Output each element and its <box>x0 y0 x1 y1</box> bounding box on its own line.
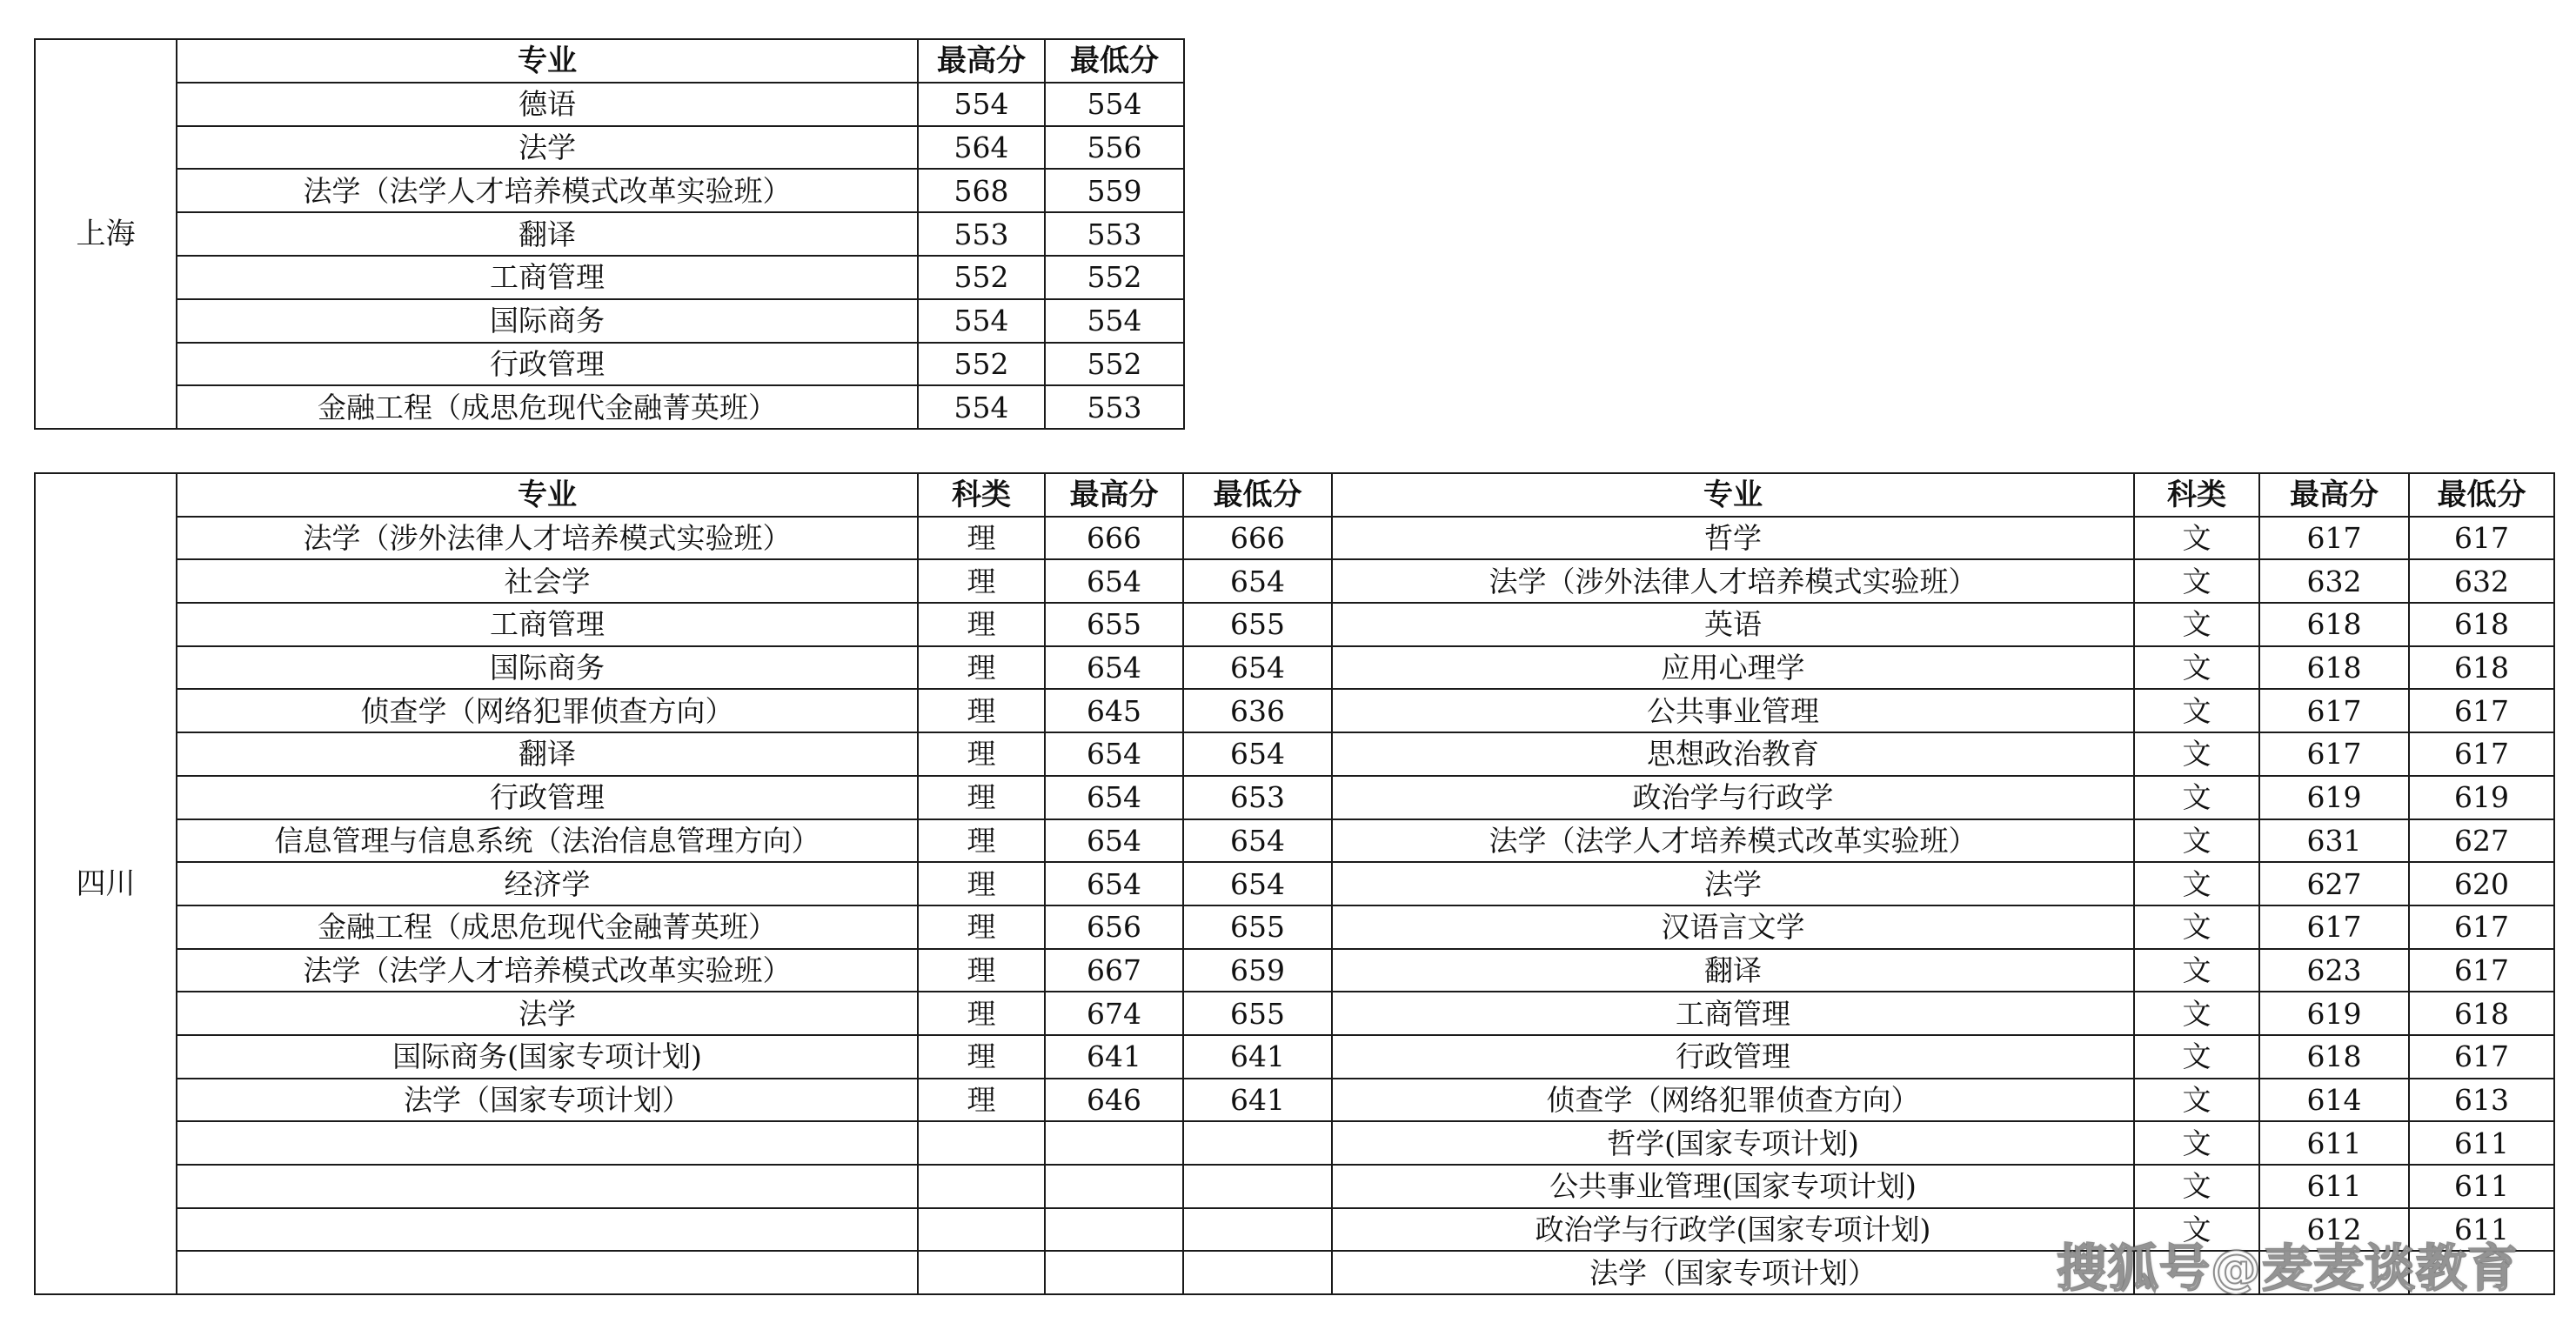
table-cell: 文 <box>2134 1121 2259 1165</box>
table-row <box>35 1035 2554 1079</box>
table-cell: 617 <box>2409 949 2554 992</box>
table-row <box>35 385 1184 429</box>
table-cell: 侦查学（网络犯罪侦查方向） <box>177 689 918 732</box>
table-cell: 文 <box>2134 1208 2259 1252</box>
table-cell: 619 <box>2259 776 2409 819</box>
table-cell: 公共事业管理 <box>1332 689 2134 732</box>
table-cell: 文 <box>2134 517 2259 560</box>
header-row <box>35 39 1184 83</box>
table-cell: 工商管理 <box>177 603 918 646</box>
table-cell: 法学（国家专项计划） <box>177 1079 918 1122</box>
table-cell: 611 <box>2259 1165 2409 1208</box>
table-cell: 654 <box>1183 732 1332 776</box>
table-cell: 617 <box>2409 689 2554 732</box>
table-cell <box>1183 1121 1332 1165</box>
table-cell: 552 <box>918 343 1045 386</box>
table-cell: 理 <box>918 1079 1045 1122</box>
table-cell: 政治学与行政学 <box>1332 776 2134 819</box>
table-cell: 632 <box>2259 559 2409 603</box>
table-cell <box>1045 1165 1183 1208</box>
table-row <box>35 1079 2554 1122</box>
table-cell: 666 <box>1045 517 1183 560</box>
table-cell: 金融工程（成思危现代金融菁英班） <box>177 385 918 429</box>
table-cell: 理 <box>918 1035 1045 1079</box>
column-header: 科类 <box>2134 473 2259 517</box>
column-header: 专业 <box>177 473 918 517</box>
table-cell: 理 <box>918 949 1045 992</box>
table-cell <box>177 1165 918 1208</box>
table-cell <box>1183 1165 1332 1208</box>
table-cell: 法学（法学人才培养模式改革实验班） <box>1332 819 2134 863</box>
table-cell: 理 <box>918 776 1045 819</box>
table-cell: 翻译 <box>177 212 918 256</box>
column-header: 科类 <box>918 473 1045 517</box>
table-cell: 文 <box>2134 776 2259 819</box>
table-row <box>35 559 2554 603</box>
table-cell: 618 <box>2259 1035 2409 1079</box>
table-row <box>35 819 2554 863</box>
table-cell: 国际商务 <box>177 299 918 343</box>
table-cell: 理 <box>918 559 1045 603</box>
table-cell: 国际商务(国家专项计划) <box>177 1035 918 1079</box>
table-cell: 文 <box>2134 646 2259 690</box>
table-row <box>35 603 2554 646</box>
table-cell: 656 <box>1045 905 1183 949</box>
table-row <box>35 517 2554 560</box>
table-cell: 经济学 <box>177 862 918 905</box>
table-cell: 理 <box>918 992 1045 1035</box>
table-cell: 法学（涉外法律人才培养模式实验班） <box>1332 559 2134 603</box>
table-cell: 侦查学（网络犯罪侦查方向） <box>1332 1079 2134 1122</box>
table-cell: 617 <box>2259 905 2409 949</box>
table-cell: 工商管理 <box>1332 992 2134 1035</box>
table-cell: 611 <box>2409 1165 2554 1208</box>
watermark: 搜狐号@麦麦谈教育 <box>2056 1239 2519 1298</box>
table-cell: 553 <box>1045 385 1184 429</box>
table-cell: 654 <box>1183 819 1332 863</box>
table-cell <box>177 1121 918 1165</box>
table-cell: 理 <box>918 517 1045 560</box>
table-cell: 619 <box>2259 992 2409 1035</box>
table-cell: 655 <box>1183 603 1332 646</box>
table-cell <box>1045 1251 1183 1294</box>
table-cell: 法学（涉外法律人才培养模式实验班） <box>177 517 918 560</box>
table-cell: 552 <box>1045 343 1184 386</box>
table-cell: 553 <box>918 212 1045 256</box>
table-cell: 法学（法学人才培养模式改革实验班） <box>177 169 918 212</box>
table-cell: 英语 <box>1332 603 2134 646</box>
table-cell: 理 <box>918 689 1045 732</box>
table-cell <box>918 1251 1045 1294</box>
column-header: 专业 <box>177 39 918 83</box>
table-row <box>35 299 1184 343</box>
table-cell: 行政管理 <box>177 776 918 819</box>
table-cell: 623 <box>2259 949 2409 992</box>
table-cell: 627 <box>2259 862 2409 905</box>
column-header: 最高分 <box>2259 473 2409 517</box>
region-cell: 上海 <box>35 39 177 429</box>
table-cell: 应用心理学 <box>1332 646 2134 690</box>
table-cell: 655 <box>1183 905 1332 949</box>
table-cell: 645 <box>1045 689 1183 732</box>
table-cell: 617 <box>2259 689 2409 732</box>
table-cell: 641 <box>1183 1079 1332 1122</box>
table-cell: 文 <box>2134 905 2259 949</box>
table-row <box>35 212 1184 256</box>
table-cell: 654 <box>1045 862 1183 905</box>
shanghai-score-table <box>34 38 1185 430</box>
table-row <box>35 689 2554 732</box>
table-cell: 文 <box>2134 992 2259 1035</box>
table-row <box>35 949 2554 992</box>
table-cell: 654 <box>1045 819 1183 863</box>
table-row <box>35 343 1184 386</box>
table-cell: 文 <box>2134 1079 2259 1122</box>
table-cell: 636 <box>1183 689 1332 732</box>
table-cell: 641 <box>1045 1035 1183 1079</box>
table-cell: 617 <box>2259 732 2409 776</box>
table-cell: 611 <box>2409 1208 2554 1252</box>
table-cell: 611 <box>2409 1121 2554 1165</box>
table-cell <box>177 1251 918 1294</box>
table-row <box>35 862 2554 905</box>
table-cell: 法学 <box>1332 862 2134 905</box>
table-cell: 理 <box>918 732 1045 776</box>
table-cell: 618 <box>2409 646 2554 690</box>
table-cell: 556 <box>1045 126 1184 170</box>
table-cell: 公共事业管理(国家专项计划) <box>1332 1165 2134 1208</box>
table-cell: 559 <box>1045 169 1184 212</box>
table-cell: 翻译 <box>1332 949 2134 992</box>
header-row <box>35 473 2554 517</box>
table-cell <box>1045 1121 1183 1165</box>
table-cell: 617 <box>2409 517 2554 560</box>
table-cell: 信息管理与信息系统（法治信息管理方向） <box>177 819 918 863</box>
table-cell: 法学 <box>177 992 918 1035</box>
table-cell: 654 <box>1045 646 1183 690</box>
table-cell: 金融工程（成思危现代金融菁英班） <box>177 905 918 949</box>
table-cell: 646 <box>1045 1079 1183 1122</box>
table-cell: 554 <box>1045 83 1184 126</box>
table-cell: 620 <box>2409 862 2554 905</box>
table-cell: 理 <box>918 603 1045 646</box>
table-cell <box>1183 1251 1332 1294</box>
table-cell: 612 <box>2259 1208 2409 1252</box>
table-cell <box>1183 1208 1332 1252</box>
table-cell: 613 <box>2409 1079 2554 1122</box>
table-cell: 文 <box>2134 862 2259 905</box>
table-row <box>35 126 1184 170</box>
table-cell: 554 <box>1045 299 1184 343</box>
table-cell: 法学 <box>177 126 918 170</box>
table-cell: 文 <box>2134 732 2259 776</box>
table-cell: 618 <box>2259 646 2409 690</box>
table-cell: 666 <box>1183 517 1332 560</box>
table-row <box>35 732 2554 776</box>
table-cell: 618 <box>2409 603 2554 646</box>
table-row <box>35 256 1184 299</box>
table-cell: 654 <box>1045 776 1183 819</box>
table-cell: 552 <box>1045 256 1184 299</box>
table-cell: 法学（国家专项计划） <box>1332 1251 2134 1294</box>
table-cell: 564 <box>918 126 1045 170</box>
table-cell <box>177 1208 918 1252</box>
table-cell: 文 <box>2134 603 2259 646</box>
table-cell: 554 <box>918 299 1045 343</box>
table-cell: 667 <box>1045 949 1183 992</box>
column-header: 最低分 <box>2409 473 2554 517</box>
column-header: 专业 <box>1332 473 2134 517</box>
table-cell: 552 <box>918 256 1045 299</box>
table-cell: 674 <box>1045 992 1183 1035</box>
table-row <box>35 1165 2554 1208</box>
table-cell: 655 <box>1045 603 1183 646</box>
table-cell: 611 <box>2259 1121 2409 1165</box>
table-cell: 思想政治教育 <box>1332 732 2134 776</box>
sichuan-score-table <box>34 472 2555 1295</box>
table-cell: 618 <box>2259 603 2409 646</box>
table-cell: 554 <box>918 385 1045 429</box>
table-cell: 政治学与行政学(国家专项计划) <box>1332 1208 2134 1252</box>
shanghai-table-body <box>35 39 1184 429</box>
table-cell: 哲学 <box>1332 517 2134 560</box>
table-cell: 国际商务 <box>177 646 918 690</box>
table-cell: 法学（法学人才培养模式改革实验班） <box>177 949 918 992</box>
table-cell <box>1045 1208 1183 1252</box>
table-cell: 理 <box>918 862 1045 905</box>
table-cell: 617 <box>2409 905 2554 949</box>
table-cell: 659 <box>1183 949 1332 992</box>
table-row <box>35 992 2554 1035</box>
table-cell: 行政管理 <box>177 343 918 386</box>
table-cell: 654 <box>1045 732 1183 776</box>
column-header: 最低分 <box>1183 473 1332 517</box>
table-cell: 文 <box>2134 1165 2259 1208</box>
table-cell: 行政管理 <box>1332 1035 2134 1079</box>
table-cell: 614 <box>2259 1079 2409 1122</box>
table-row <box>35 905 2554 949</box>
table-row <box>35 169 1184 212</box>
column-header: 最低分 <box>1045 39 1184 83</box>
table-cell: 翻译 <box>177 732 918 776</box>
table-cell: 文 <box>2134 1035 2259 1079</box>
table-cell <box>918 1121 1045 1165</box>
table-cell: 654 <box>1183 646 1332 690</box>
table-cell: 653 <box>1183 776 1332 819</box>
table-row <box>35 776 2554 819</box>
table-cell: 568 <box>918 169 1045 212</box>
table-cell: 汉语言文学 <box>1332 905 2134 949</box>
table-cell: 哲学(国家专项计划) <box>1332 1121 2134 1165</box>
table-cell: 654 <box>1183 559 1332 603</box>
table-cell <box>918 1208 1045 1252</box>
table-cell: 641 <box>1183 1035 1332 1079</box>
column-header: 最高分 <box>918 39 1045 83</box>
table-cell: 654 <box>1045 559 1183 603</box>
table-cell: 654 <box>1183 862 1332 905</box>
table-cell: 工商管理 <box>177 256 918 299</box>
table-cell: 619 <box>2409 776 2554 819</box>
table-cell: 文 <box>2134 819 2259 863</box>
table-cell: 554 <box>918 83 1045 126</box>
table-cell: 631 <box>2259 819 2409 863</box>
table-cell: 617 <box>2409 1035 2554 1079</box>
table-cell: 618 <box>2409 992 2554 1035</box>
table-cell: 617 <box>2259 517 2409 560</box>
region-cell: 四川 <box>35 473 177 1294</box>
table-cell: 社会学 <box>177 559 918 603</box>
table-cell: 617 <box>2409 732 2554 776</box>
table-cell: 文 <box>2134 559 2259 603</box>
table-cell: 文 <box>2134 949 2259 992</box>
table-cell <box>918 1165 1045 1208</box>
table-row <box>35 646 2554 690</box>
sichuan-table-body <box>35 473 2554 1294</box>
table-cell: 553 <box>1045 212 1184 256</box>
table-cell: 655 <box>1183 992 1332 1035</box>
table-cell: 632 <box>2409 559 2554 603</box>
table-cell: 理 <box>918 819 1045 863</box>
table-cell: 理 <box>918 905 1045 949</box>
table-cell: 文 <box>2134 689 2259 732</box>
table-cell: 627 <box>2409 819 2554 863</box>
table-row <box>35 83 1184 126</box>
column-header: 最高分 <box>1045 473 1183 517</box>
table-cell: 德语 <box>177 83 918 126</box>
table-cell: 理 <box>918 646 1045 690</box>
table-row <box>35 1121 2554 1165</box>
